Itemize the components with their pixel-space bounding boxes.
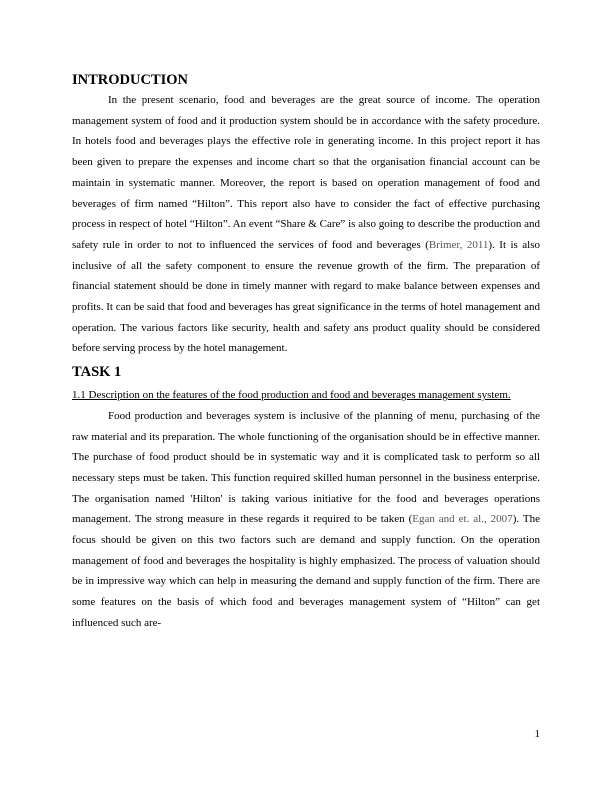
intro-text-part2: ). It is also inclusive of all the safety component to ensure the revenue growth of the firm. The preparation of financial statement should be done in timely manner with regard to make balance between expenses and profits. It can be said that food and beverages has great significance in the terms of hotel management and operation. The various factors like security, health and safety ans product quality should be considered before serving process by the hotel management. (72, 238, 540, 355)
intro-citation: Brimer, 2011 (428, 238, 489, 251)
document-page (72, 70, 540, 634)
intro-text-part1: In the present scenario, food and beverages are the great source of income. The operation management system of food and it production system should be in accordance with the safety procedure. In hotels food and beverages plays the effective role in generating income. In this project report it has been given to prepare the expenses and income chart so that the organisation financial account can be maintain in systematic manner. Moreover, the report is based on operation management of food and beverages of firm named “Hilton”. This report also have to consider the fact of effective purchasing process in respect of hotel “Hilton”. An event “Share & Care” is also going to describe the production and safety rule in order to not to influenced the services of food and beverages ( (72, 94, 540, 251)
task1-text-part2: ). The focus should be given on this two factors such are demand and supply function. On the operation management of food and beverages the hospitality is highly emphasized. The process of valuation should be in impressive way which can help in measuring the demand and supply function of the firm. There are some features on the basis of which food and beverages management system of “Hilton” can get influenced such are- (72, 513, 540, 629)
task1-citation: Egan and et. al., 2007 (412, 513, 513, 526)
introduction-paragraph (72, 90, 540, 359)
introduction-heading: INTRODUCTION (72, 72, 189, 88)
task1-text-part1: Food production and beverages system is inclusive of the planning of menu, purchasing of the raw material and its preparation. The whole functioning of the organisation should be in effective manner. The purchase of food product should be in systematic way and it is complicated task to perform so all necessary steps must be taken. This function required skilled human personnel in the business enterprise. The organisation named 'Hilton' is taking various initiative for the food and beverages operations management. The strong measure in these regards it required to be taken ( (72, 409, 540, 526)
task1-heading: TASK 1 (72, 364, 122, 381)
task1-paragraph (72, 406, 540, 634)
page-number: 1 (534, 728, 540, 740)
task1-subheading: 1.1 Description on the features of the food production and food and beverages management system. (72, 389, 511, 402)
